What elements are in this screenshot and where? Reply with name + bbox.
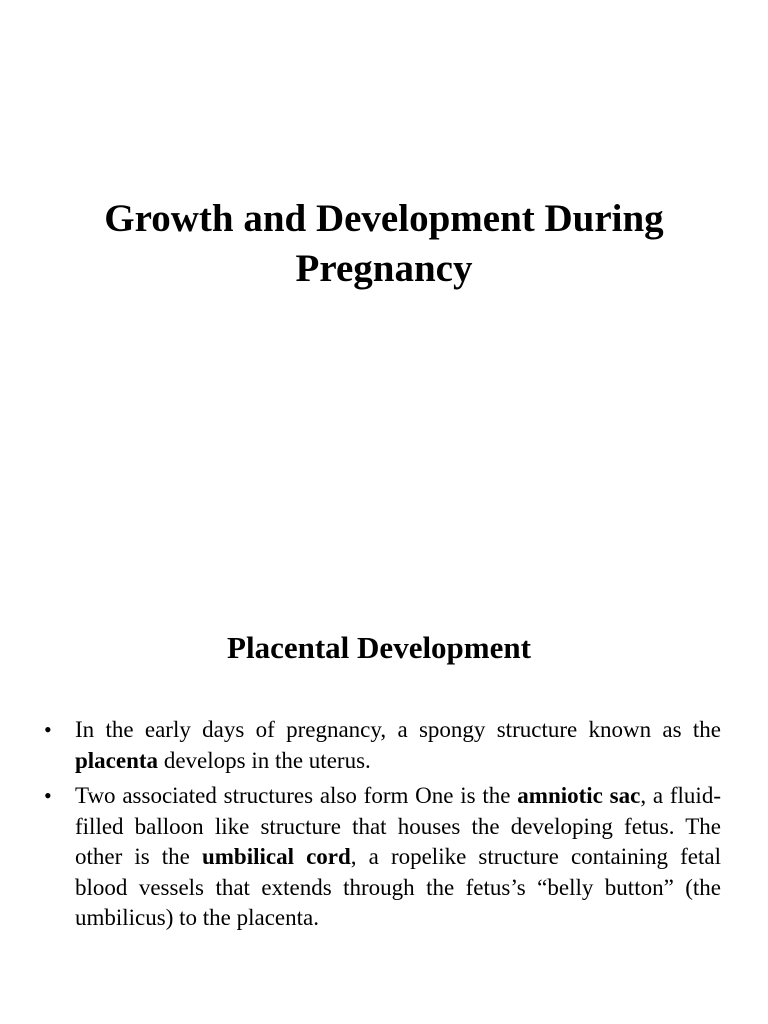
- bullet-item-associated-structures: [0, 781, 768, 934]
- bullet-dot-icon: •: [44, 717, 52, 742]
- term-placenta: placenta: [75, 747, 159, 773]
- bullet-text: Two associated structures also form One is the: [75, 783, 518, 808]
- bullet-dot-icon: •: [44, 783, 52, 808]
- section-heading: Placental Development: [227, 630, 531, 665]
- bullet-text: develops in the uterus.: [158, 747, 371, 773]
- term-amniotic-sac: amniotic sac: [517, 783, 641, 808]
- bullet-text: , a fluid-filled balloon like structure that houses the developing fetus. The other is the: [75, 783, 721, 869]
- bullet-text: In the early days of pregnancy, a spongy structure known as the: [75, 717, 721, 742]
- slide-title: Growth and Development During Pregnancy: [104, 197, 664, 290]
- term-umbilical-cord: umbilical cord: [201, 844, 351, 869]
- bullet-text: , a ropelike structure containing fetal blood vessels that extends through the fetus’s “belly button” (the umbilicus) to the placenta.: [75, 844, 721, 930]
- bullet-list: [0, 715, 768, 939]
- bullet-item-placenta: [0, 715, 768, 776]
